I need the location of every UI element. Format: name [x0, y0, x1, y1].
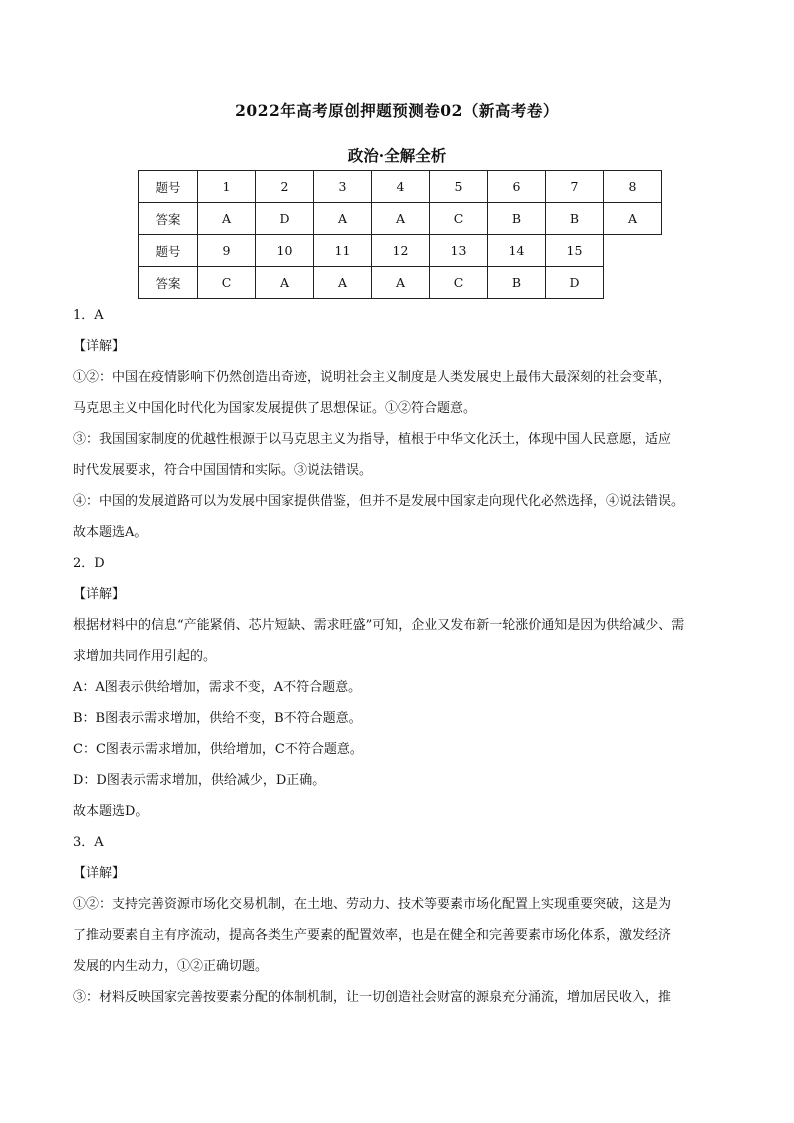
document-subtitle: 政治·全解全析	[347, 146, 447, 165]
table-cell: B	[488, 203, 546, 235]
row-label: 题号	[139, 171, 198, 203]
table-cell: 5	[430, 171, 488, 203]
table-cell: C	[198, 267, 256, 299]
text-line: 时代发展要求，符合中国国情和实际。③说法错误。	[73, 463, 373, 478]
text-line: ①②：支持完善资源市场化交易机制，在土地、劳动力、技术等要素市场化配置上实现重要突破，这是为	[73, 897, 672, 912]
text-line: 了推动要素自主有序流动，提高各类生产要素的配置效率，也是在健全和完善要素市场化体系，激发经济	[73, 928, 672, 943]
document-title: 2022年高考原创押题预测卷02（新高考卷）	[235, 101, 559, 120]
table-cell: A	[372, 267, 430, 299]
text-line: ④：中国的发展道路可以为发展中国家提供借鉴，但并不是发展中国家走向现代化必然选择，④说法错误。	[73, 494, 685, 509]
empty-cell	[604, 235, 662, 267]
table-cell: D	[546, 267, 604, 299]
text-line: ③：材料反映国家完善按要素分配的体制机制，让一切创造社会财富的源泉充分涌流，增加居民收入，推	[73, 990, 672, 1005]
answer-heading-2: 2．D	[73, 556, 105, 571]
text-line: D：D图表示需求增加，供给减少，D正确。	[73, 773, 326, 788]
explanation-body	[73, 300, 733, 1013]
table-cell: 7	[546, 171, 604, 203]
table-cell: A	[314, 203, 372, 235]
table-cell: A	[256, 267, 314, 299]
table-cell: 14	[488, 235, 546, 267]
text-line: ③：我国国家制度的优越性根源于以马克思主义为指导，植根于中华文化沃土，体现中国人民意愿，适应	[73, 432, 672, 447]
table-cell: 9	[198, 235, 256, 267]
table-row-question-numbers-1	[139, 171, 662, 203]
table-cell: 12	[372, 235, 430, 267]
table-cell: C	[430, 203, 488, 235]
text-line: 根据材料中的信息“产能紧俏、芯片短缺、需求旺盛”可知，企业又发布新一轮涨价通知是因为供给减少、需	[73, 618, 685, 633]
table-cell: 15	[546, 235, 604, 267]
answer-table	[138, 170, 662, 299]
table-cell: A	[198, 203, 256, 235]
text-line: B：B图表示需求增加，供给不变，B不符合题意。	[73, 711, 362, 726]
table-cell: 13	[430, 235, 488, 267]
detail-label: 【详解】	[73, 587, 126, 602]
table-cell: 1	[198, 171, 256, 203]
table-cell: C	[430, 267, 488, 299]
row-label: 题号	[139, 235, 198, 267]
table-cell: A	[604, 203, 662, 235]
text-line: ①②：中国在疫情影响下仍然创造出奇迹，说明社会主义制度是人类发展史上最伟大最深刻的社会变革，	[73, 370, 672, 385]
row-label: 答案	[139, 203, 198, 235]
text-line: 故本题选D。	[73, 804, 149, 819]
table-cell: A	[372, 203, 430, 235]
table-cell: 10	[256, 235, 314, 267]
text-line: A：A图表示供给增加，需求不变，A不符合题意。	[73, 680, 362, 695]
table-cell: B	[488, 267, 546, 299]
table-cell: B	[546, 203, 604, 235]
detail-label: 【详解】	[73, 866, 126, 881]
text-line: 故本题选A。	[73, 525, 148, 540]
answer-heading-3: 3．A	[73, 835, 104, 850]
detail-label: 【详解】	[73, 339, 126, 354]
answer-heading-1: 1．A	[73, 308, 104, 323]
text-line: 马克思主义中国化时代化为国家发展提供了思想保证。①②符合题意。	[73, 401, 477, 416]
text-line: C：C图表示需求增加，供给增加，C不符合题意。	[73, 742, 363, 757]
table-row-question-numbers-2	[139, 235, 662, 267]
table-cell: A	[314, 267, 372, 299]
text-line: 求增加共同作用引起的。	[73, 649, 217, 664]
table-cell: 6	[488, 171, 546, 203]
table-row-answers-1	[139, 203, 662, 235]
table-cell: 2	[256, 171, 314, 203]
text-line: 发展的内生动力，①②正确切题。	[73, 959, 269, 974]
table-cell: 4	[372, 171, 430, 203]
table-cell: 3	[314, 171, 372, 203]
empty-cell	[604, 267, 662, 299]
table-cell: D	[256, 203, 314, 235]
row-label: 答案	[139, 267, 198, 299]
table-cell: 8	[604, 171, 662, 203]
table-row-answers-2	[139, 267, 662, 299]
table-cell: 11	[314, 235, 372, 267]
